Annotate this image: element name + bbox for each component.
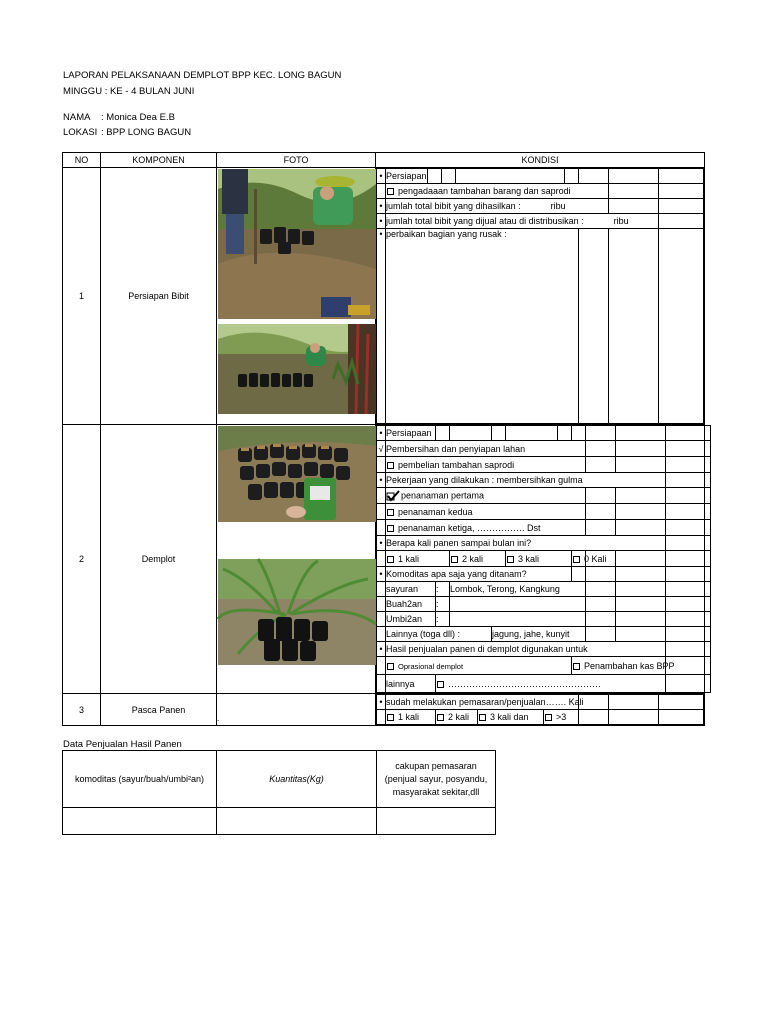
- option-panen-2[interactable]: [450, 551, 506, 567]
- condition-cell: [376, 425, 705, 694]
- report-title: LAPORAN PELAKSANAAN DEMPLOT BPP KEC. LONG BAGUN: [63, 70, 342, 81]
- row-number: 2: [63, 425, 101, 694]
- option-penanaman-ketiga[interactable]: [386, 520, 586, 536]
- bullet: •: [377, 169, 386, 184]
- checkbox-icon[interactable]: [573, 556, 580, 563]
- condition-report-table: [62, 152, 705, 726]
- bibit-dihasilkan-row: [386, 199, 609, 214]
- bullet: •: [377, 214, 386, 229]
- sales-cell-coverage[interactable]: [377, 808, 496, 835]
- perbaikan-label: perbaikan bagian yang rusak :: [386, 229, 579, 424]
- header-no: NO: [63, 153, 101, 168]
- option-panen-3[interactable]: [506, 551, 572, 567]
- report-week: MINGGU : KE - 4 BULAN JUNI: [63, 86, 195, 97]
- sayuran-label: sayuran: [386, 582, 436, 597]
- stray-dot: .: [217, 714, 220, 723]
- option-label: >3: [556, 712, 567, 722]
- report-name: [63, 112, 175, 124]
- header-component: KOMPONEN: [101, 153, 217, 168]
- lainnya-value: jagung, jahe, kunyit: [492, 627, 586, 642]
- checkbox-icon[interactable]: [437, 681, 444, 688]
- table-row: [63, 425, 705, 694]
- condition-grid-1: [376, 168, 704, 424]
- component-label: Demplot: [101, 425, 217, 694]
- option-pengadaan[interactable]: [386, 184, 609, 199]
- sayuran-value: Lombok, Terong, Kangkung: [450, 582, 586, 597]
- umbi-label: Umbi2an: [386, 612, 436, 627]
- penanaman-pertama-label: penanaman pertama: [401, 489, 485, 500]
- sales-cell-commodity[interactable]: [63, 808, 217, 835]
- location-value: : BPP LONG BAGUN: [101, 127, 192, 138]
- berapa-panen-label: Berapa kali panen sampai bulan ini?: [386, 536, 666, 551]
- bullet: •: [377, 642, 386, 657]
- option-label: 1 kali: [398, 712, 420, 722]
- colon: :: [436, 597, 450, 612]
- unit-ribu: ribu: [550, 201, 566, 211]
- report-location: [63, 127, 191, 139]
- header-photo: FOTO: [217, 153, 376, 168]
- checkbox-icon[interactable]: [387, 714, 394, 721]
- photo-demplot-palm-seedlings: [218, 559, 376, 665]
- photo-demplot-polybags: [218, 426, 376, 522]
- checked-box-icon[interactable]: [386, 490, 400, 502]
- sales-header-row: [63, 751, 496, 808]
- sales-header-quantity: Kuantitas(Kg): [217, 751, 377, 808]
- bullet: •: [377, 426, 386, 441]
- option-panen-1[interactable]: [386, 551, 450, 567]
- lainnya-label: Lainnya (toga dll) :: [386, 627, 492, 642]
- option-panen-0[interactable]: [572, 551, 607, 567]
- bullet: •: [377, 199, 386, 214]
- option-label: 0 Kali: [584, 553, 607, 564]
- option-penanaman-kedua[interactable]: [386, 504, 586, 520]
- checkbox-icon[interactable]: [387, 525, 394, 532]
- unit-ribu: ribu: [613, 216, 629, 226]
- option-label: 3 kali: [518, 553, 540, 564]
- penanaman-ketiga-label: penanaman ketiga, ……………. Dst: [398, 522, 541, 533]
- photo-cell: [217, 694, 376, 726]
- option-label: 2 kali: [448, 712, 470, 722]
- hasil-label: Hasil penjualan panen di demplot digunakan untuk: [386, 642, 666, 657]
- component-label: Persiapan Bibit: [101, 168, 217, 425]
- row-number: 3: [63, 694, 101, 726]
- option-jual-3[interactable]: [478, 710, 544, 725]
- option-operasional[interactable]: [386, 657, 572, 675]
- lain-label: lainnya: [386, 675, 436, 693]
- bullet: •: [377, 536, 386, 551]
- photo-cell: [217, 168, 376, 425]
- checkbox-icon[interactable]: [437, 714, 444, 721]
- checkmark: √: [377, 441, 386, 457]
- option-label: 3 kali dan: [490, 712, 529, 722]
- sales-header-coverage: cakupan pemasaran (penjual sayur, posyandu, masyarakat sekitar,dll: [377, 751, 496, 808]
- persiapan-label: Persiapan: [386, 169, 428, 184]
- checkbox-icon[interactable]: [507, 556, 514, 563]
- option-jual-1[interactable]: [386, 710, 436, 725]
- bullet: •: [377, 567, 386, 582]
- checkbox-icon[interactable]: [451, 556, 458, 563]
- row-number: 1: [63, 168, 101, 425]
- pemasaran-label: sudah melakukan pemasaran/penjualan……. Kali: [386, 695, 579, 710]
- lainnya-dots: ……………………………………………: [448, 678, 601, 689]
- sales-table: [62, 750, 496, 835]
- checkbox-icon[interactable]: [545, 714, 552, 721]
- checkbox-icon[interactable]: [387, 462, 394, 469]
- table-row: [63, 694, 705, 726]
- bullet: •: [377, 229, 386, 424]
- pembersihan-label: Pembersihan dan penyiapan lahan: [386, 443, 526, 454]
- sales-cell-quantity[interactable]: [217, 808, 377, 835]
- header-condition: KONDISI: [376, 153, 705, 168]
- buah-label: Buah2an: [386, 597, 436, 612]
- bibit-dijual-label: jumlah total bibit yang dijual atau di distribusikan :: [386, 216, 584, 226]
- colon: :: [436, 612, 450, 627]
- pengadaan-label: pengadaaan tambahan barang dan saprodi: [398, 186, 571, 196]
- table-row: [63, 808, 496, 835]
- option-pembersihan[interactable]: [386, 441, 586, 457]
- location-label: LOKASI: [63, 127, 98, 138]
- photo-seedling-preparation: [218, 169, 376, 319]
- komoditas-question: Komoditas apa saja yang ditanam?: [386, 567, 572, 582]
- checkbox-icon[interactable]: [573, 663, 580, 670]
- condition-cell: [376, 694, 705, 726]
- option-label: Oprasional demplot: [398, 661, 464, 671]
- option-label: 1 kali: [398, 553, 420, 564]
- condition-cell: [376, 168, 705, 425]
- bibit-dihasilkan-label: jumlah total bibit yang dihasilkan :: [386, 201, 521, 211]
- option-jual-2[interactable]: [436, 710, 478, 725]
- option-label: Penambahan kas BPP: [584, 660, 675, 671]
- pekerjaan-label: Pekerjaan yang dilakukan : membersihkan gulma: [386, 473, 666, 488]
- sales-header-commodity: komoditas (sayur/buah/umbi²an): [63, 751, 217, 808]
- name-label: NAMA: [63, 112, 91, 123]
- option-jual-more[interactable]: [544, 710, 579, 725]
- table-header-row: [63, 153, 705, 168]
- photo-seedling-polybags: [218, 324, 376, 414]
- penanaman-kedua-label: penanaman kedua: [398, 506, 473, 517]
- checkbox-icon[interactable]: [387, 663, 394, 670]
- bibit-dijual-row: [386, 214, 659, 229]
- checkbox-icon[interactable]: [387, 556, 394, 563]
- colon: :: [436, 582, 450, 597]
- sales-section-title: Data Penjualan Hasil Panen: [63, 739, 182, 750]
- option-penanaman-pertama[interactable]: [386, 488, 586, 504]
- option-lainnya[interactable]: [436, 675, 666, 693]
- checkbox-icon[interactable]: [387, 188, 394, 195]
- bullet: •: [377, 695, 386, 710]
- photo-cell: [217, 425, 376, 694]
- component-label: Pasca Panen: [101, 694, 217, 726]
- condition-grid-2: [376, 425, 711, 693]
- name-value: : Monica Dea E.B: [101, 112, 175, 123]
- checkbox-icon[interactable]: [387, 509, 394, 516]
- option-pembelian[interactable]: [386, 457, 586, 473]
- table-row: [63, 168, 705, 425]
- option-label: 2 kali: [462, 553, 484, 564]
- checkbox-icon[interactable]: [479, 714, 486, 721]
- option-kas-bpp[interactable]: [572, 657, 675, 675]
- persiapaan-label: Persiapaan: [386, 426, 436, 441]
- pembelian-label: pembelian tambahan saprodi: [398, 459, 515, 470]
- bullet: •: [377, 473, 386, 488]
- condition-grid-3: [376, 694, 704, 725]
